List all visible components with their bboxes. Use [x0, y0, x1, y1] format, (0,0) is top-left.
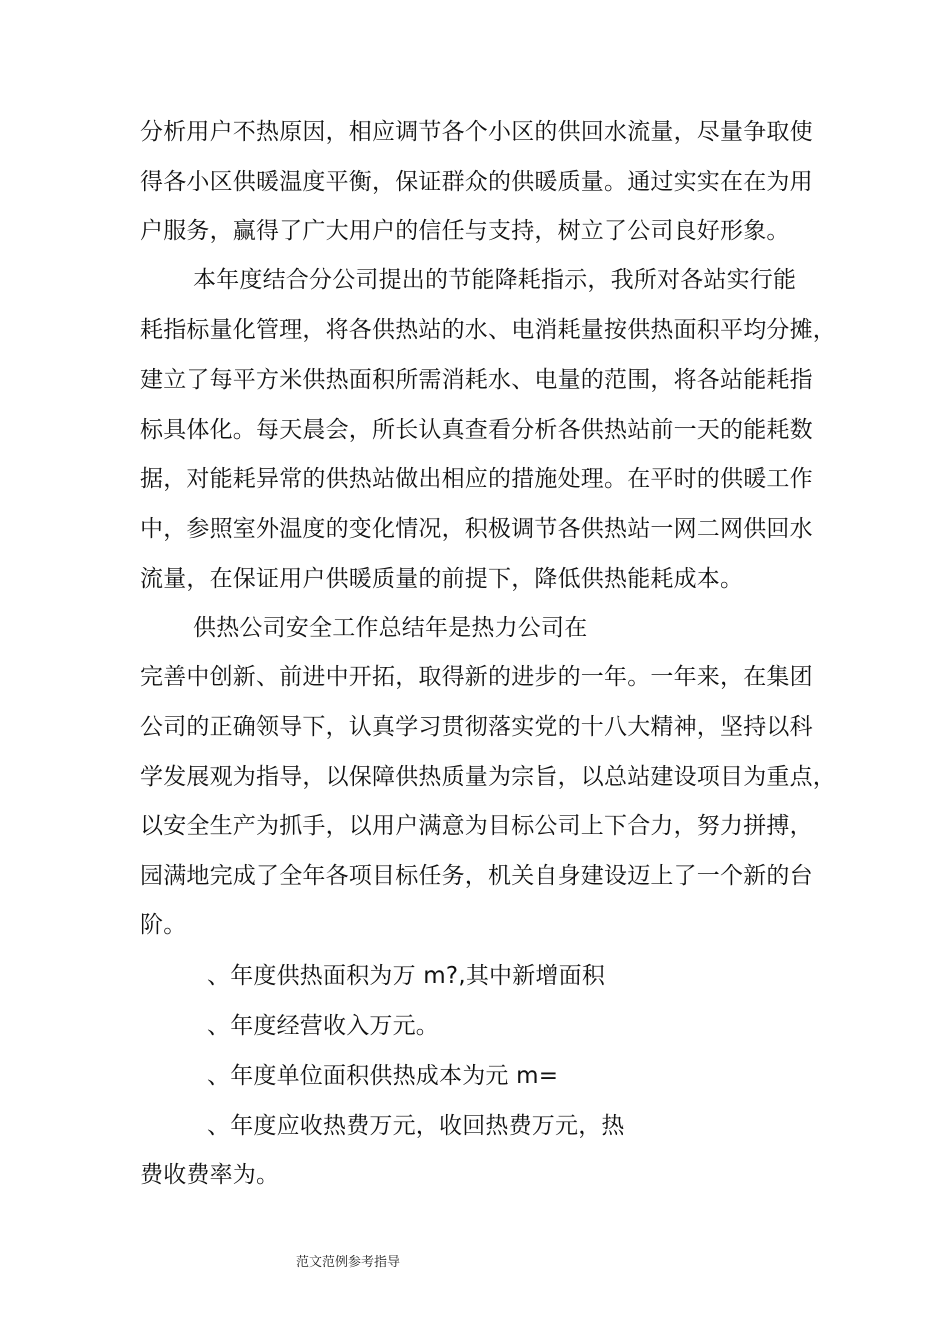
paragraph-3-line-3: 公司的正确领导下，认真学习贯彻落实党的十八大精神，坚持以科 [140, 714, 813, 740]
paragraph-3-line-5: 以安全生产为抓手，以用户满意为目标公司上下合力，努力拼搏， [140, 813, 813, 839]
paragraph-3-line-2: 完善中创新、前进中开拓，取得新的进步的一年。一年来，在集团 [140, 664, 813, 690]
paragraph-3-line-4: 学发展观为指导，以保障供热质量为宗旨，以总站建设项目为重点， [140, 764, 836, 790]
paragraph-3-line-7: 阶。 [140, 912, 187, 938]
list-item-4: 、年度应收热费万元，收回热费万元，热 [207, 1113, 625, 1139]
paragraph-1-line-3: 户服务，赢得了广大用户的信任与支持，树立了公司良好形象。 [140, 218, 790, 244]
paragraph-2-line-4: 标具体化。每天晨会，所长认真查看分析各供热站前一天的能耗数 [140, 417, 813, 443]
paragraph-2-line-6: 中，参照室外温度的变化情况，积极调节各供热站一网二网供回水 [140, 516, 813, 542]
paragraph-2-line-1: 本年度结合分公司提出的节能降耗指示，我所对各站实行能 [193, 267, 797, 293]
list-item-1: 、年度供热面积为万 m?,其中新增面积 [207, 963, 606, 989]
page-footer: 范文范例参考指导 [296, 1255, 401, 1270]
paragraph-2-line-2: 耗指标量化管理，将各供热站的水、电消耗量按供热面积平均分摊， [140, 317, 836, 343]
paragraph-2-line-7: 流量，在保证用户供暖质量的前提下，降低供热能耗成本。 [140, 566, 744, 592]
list-item-2: 、年度经营收入万元。 [207, 1013, 439, 1039]
list-item-3: 、年度单位面积供热成本为元 m= [207, 1063, 559, 1089]
paragraph-1-line-2: 得各小区供暖温度平衡，保证群众的供暖质量。通过实实在在为用 [140, 169, 813, 195]
paragraph-2-line-3: 建立了每平方米供热面积所需消耗水、电量的范围，将各站能耗指 [140, 367, 813, 393]
paragraph-3-line-6: 园满地完成了全年各项目标任务，机关自身建设迈上了一个新的台 [140, 863, 813, 889]
paragraph-2-line-5: 据，对能耗异常的供热站做出相应的措施处理。在平时的供暖工作 [140, 466, 813, 492]
list-item-4-continuation: 费收费率为。 [140, 1162, 280, 1188]
paragraph-1-line-1: 分析用户不热原因，相应调节各个小区的供回水流量，尽量争取使 [140, 119, 813, 145]
paragraph-3-line-1: 供热公司安全工作总结年是热力公司在 [193, 615, 588, 641]
